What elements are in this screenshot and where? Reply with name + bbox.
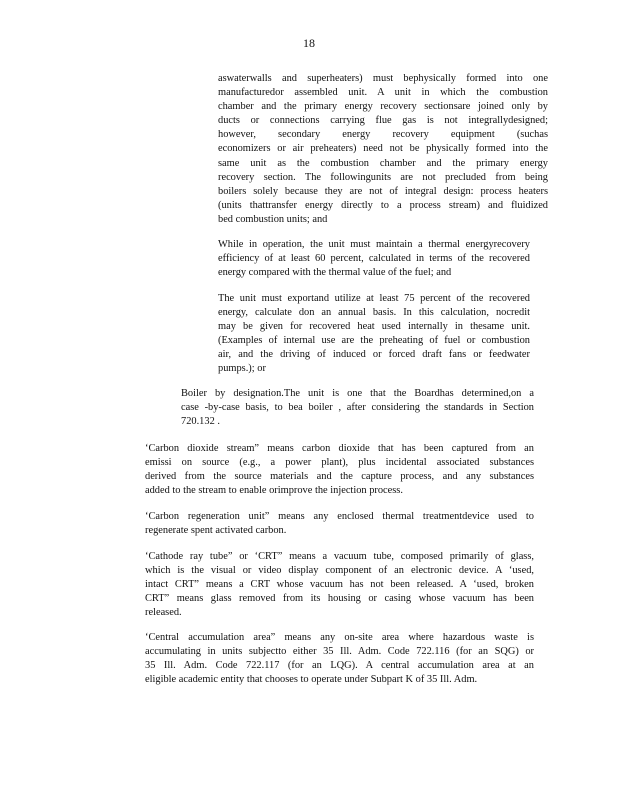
text-line: ‘Carbon dioxide stream” means carbon dioxide that has been captured from an xyxy=(145,443,534,454)
text-line: released. xyxy=(145,607,182,619)
carbon-dioxide-stream-definition xyxy=(145,442,534,498)
text-line: which is the visual or video display component of an electronic device. A ‘used, xyxy=(145,565,534,577)
text-line: bed combustion units; and xyxy=(218,213,328,225)
text-line: ‘Central accumulation area” means any on-site area where hazardous waste is xyxy=(145,632,534,643)
text-line: chamber and the primary energy recovery sectionsare joined only by xyxy=(218,101,548,113)
text-line: 720.132 . xyxy=(181,416,220,428)
text-line: air, and the driving of induced or forced draft fans or feedwater xyxy=(218,349,530,361)
text-line: (Examples of internal use are the preheating of fuel or combustion xyxy=(218,335,530,347)
efficiency-paragraph xyxy=(218,238,530,280)
central-accumulation-area-definition xyxy=(145,631,534,687)
text-line: emissi on source (e.g., a power plant), plus incidental associated substances xyxy=(145,457,534,469)
text-line: manufacturedor assembled unit. A unit in which the combustion xyxy=(218,87,548,99)
text-line: recovery section. The followingunits are not precluded from being xyxy=(218,171,548,183)
text-line: (units thattransfer energy directly to a process stream) and fluidized xyxy=(218,199,548,211)
text-line: While in operation, the unit must maintain a thermal energyrecovery xyxy=(218,239,530,250)
text-line: aswaterwalls and superheaters) must bephysically formed into one xyxy=(218,73,548,84)
text-line: CRT” means glass removed from its housing or casing whose vacuum has been xyxy=(145,593,534,605)
text-line: accumulating in units subjectto either 35 Ill. Adm. Code 722.116 (for an SQG) or xyxy=(145,646,534,658)
boiler-designation-paragraph xyxy=(181,387,534,429)
text-line: intact CRT” means a CRT whose vacuum has not been released. A ‘used, broken xyxy=(145,579,534,591)
text-line: same unit as the combustion chamber and the primary energy xyxy=(218,157,548,169)
text-line: eligible academic entity that chooses to operate under Subpart K of 35 Ill. Adm. xyxy=(145,674,478,686)
page-number: 18 xyxy=(303,36,315,50)
text-line: added to the stream to enable orimprove the injection process. xyxy=(145,485,403,497)
text-line: boilers solely because they are not of integral design: process heaters xyxy=(218,185,548,197)
text-line: however, secondary energy recovery equipment (suchas xyxy=(218,129,548,141)
text-line: energy compared with the thermal value of the fuel; and xyxy=(218,267,452,279)
text-line: Boiler by designation.The unit is one that the Boardhas determined,on a xyxy=(181,388,534,399)
text-line: energy, calculate don an annual basis. In this calculation, nocredit xyxy=(218,307,530,319)
text-line: economizers or air preheaters) need not be physically formed into the xyxy=(218,143,548,155)
text-line: derived from the source materials and the capture process, and any substances xyxy=(145,471,534,483)
text-line: regenerate spent activated carbon. xyxy=(145,525,287,537)
text-line: ‘Cathode ray tube” or ‘CRT” means a vacuum tube, composed primarily of glass, xyxy=(145,551,534,562)
text-line: case -by-case basis, to bea boiler , after considering the standards in Section xyxy=(181,402,534,414)
cathode-ray-tube-definition xyxy=(145,550,534,620)
carbon-regeneration-unit-definition xyxy=(145,510,534,538)
text-line: may be given for recovered heat used internally in thesame unit. xyxy=(218,321,530,333)
export-utilize-paragraph xyxy=(218,292,530,377)
text-line: The unit must exportand utilize at least 75 percent of the recovered xyxy=(218,293,530,304)
text-line: ducts or connections carrying flue gas is not integrallydesigned; xyxy=(218,115,548,127)
text-line: ‘Carbon regeneration unit” means any enclosed thermal treatmentdevice used to xyxy=(145,511,534,522)
text-line: pumps.); or xyxy=(218,363,266,375)
text-line: 35 Ill. Adm. Code 722.117 (for an LQG). A central accumulation area at an xyxy=(145,660,534,672)
integral-design-paragraph xyxy=(218,72,548,227)
text-line: efficiency of at least 60 percent, calculated in terms of the recovered xyxy=(218,253,530,265)
